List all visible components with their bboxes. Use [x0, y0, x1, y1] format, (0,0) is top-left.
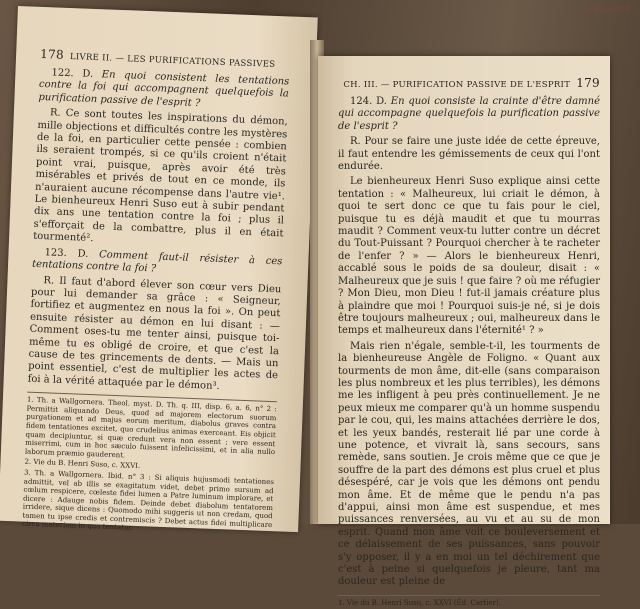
left-footnote-2: 2. Vie du B. Henri Suso, c. XXVI. — [24, 457, 141, 471]
right-page-content — [338, 76, 600, 609]
question-123-number: 123. D. — [44, 246, 89, 260]
right-page — [318, 56, 610, 607]
question-123: Comment faut-il résister à ces tentations contre la foi ? — [31, 248, 283, 275]
left-page-number: 178 — [39, 46, 65, 62]
left-running-title: LIVRE II. — LES PURIFICATIONS PASSIVES — [69, 52, 276, 70]
left-body-text — [27, 67, 289, 396]
answer-124-paragraph-1: R. Pour se faire une juste idée de cette épreuve, il faut entendre les gémissements de ceux qui l'ont endurée. — [338, 136, 600, 173]
answer-122: R. Ce sont toutes les inspirations du démon, mille objections et difficultés contre les mystères de la foi, en particulier cette pensée : combien ils seraient trompés, si ce qu'ils croient n'était point vrai, puisque, après avoir été très misérables et privés de tout en ce monde, ils n'auraient aucune récompense dans l'autre vie¹. Le bienheureux Henri Suso eut à subir pendant dix ans une tentation contre la foi ; plus il s'efforçait de la combattre, plus il en était tourmenté². — [32, 107, 288, 245]
question-122: En quoi consistent les tentations contre la foi qui accompagnent quelquefois la purification passive de l'esprit ? — [38, 69, 290, 109]
left-page — [0, 6, 318, 532]
answer-124-paragraph-2: Le bienheureux Henri Suso explique ainsi cette tentation : « Malheureux, lui criait le démon, à quoi te sert donc ce que tu fais pour le ciel, puisque tu es déjà maudit et que tu mourras maudit ? Comment veux-tu lutter contre un décret du Tout-Puissant ? Pourquoi chercher à te racheter de l'enfer ? » — Alors le bienheureux Henri, accablé sous le poids de sa douleur, disait : « Malheureux que je suis ! que faire ? où me réfugier ? Mon Dieu, mon Dieu ! fut-il jamais créature plus à plaindre que moi ! Pourquoi suis-je né, si je dois être toujours malheureux ; oui, malheureux dans le temps et malheureux dans l'éternité¹ ? » — [338, 176, 600, 337]
question-122-number: 122. D. — [51, 67, 94, 80]
left-footnotes — [22, 392, 277, 538]
left-running-head — [40, 47, 290, 71]
right-footnotes — [338, 595, 600, 608]
question-124: En quoi consiste la crainte d'être damné qui accompagne quelquefois la purification passive de l'esprit ? — [338, 96, 600, 132]
right-running-head — [338, 76, 600, 90]
answer-124-paragraph-3: Mais rien n'égale, semble-t-il, les tourments de la bienheureuse Angèle de Foligno. « Quant aux tourments de mon âme, dit-elle (sans comparaison les plus nombreux et les plus terribles), les démons me les infligent à peu près continuellement. Je ne peux mieux me comparer qu'à un homme suspendu par le cou, qui, les mains attachées derrière le dos, et les yeux bandés, resterait lié par une corde à une potence, et vivrait là, sans secours, sans remède, sans soutien. Je crois même que ce que je souffre de la part des démons est plus cruel et plus désespéré, car je vois que les démons ont pendu mon âme. Et de même que le pendu n'a pas d'appui, ainsi mon âme est suspendue, et mes puissances renversées, au vu et au su de mon esprit. Quand mon âme voit ce bouleversement et ce délaissement de ses puissances, sans pouvoir s'y opposer, il y a en moi un tel déchirement que c'est à peine si quelquefois je pleure, tant ma douleur est pleine de — [338, 340, 600, 588]
left-footnote-1: 1. Th. a Wallgornera. Theol. myst. D. Th. q. III, disp. 6, a. 6, n° 2 : Permittit aliquando Deus, quod ad majorem electorum suorum purgationem et ad majus eorum meritum, diabolus graves contra fidem tentationes excitet, quo crudelius animas exerceant. Eis objicit quam decipiuntur, si quæ credunt vera non essent ; vere essent miserrimi, cum in hoc sæculo fuissent infelicissimi, et in alia nullo laborum præmio gauderent. — [24, 395, 277, 460]
question-124-number: 124. D. — [350, 96, 387, 107]
right-page-number: 179 — [576, 76, 600, 90]
right-body-text — [338, 96, 600, 589]
right-footnote-1: 1. Vie du B. Henri Suso, c. XXVI (Éd. Cartier). — [338, 598, 501, 607]
answer-123: R. Il faut d'abord élever son cœur vers Dieu pour lui demander sa grâce : « Seigneur, fortifiez et augmentez en nous la foi ». On peut ensuite résister au démon en lui disant : — Comment oses-tu me tenter ainsi, puisque toi-même tu es obligé de croire, et que c'est la cause de tes grincements de dents. — Mais un point essentiel, c'est de multiplier les actes de foi à la vérité attaquée par le démon³. — [27, 274, 282, 392]
right-running-title: CH. III. — PURIFICATION PASSIVE DE L'ESPRIT — [343, 80, 571, 90]
watermark: LIBRAIRIE — [584, 6, 632, 16]
left-footnote-3: 3. Th. a Wallgornera. Ibid. n° 3 : Si aliquis hujusmodi tentationes admittit, vel ab illis se exagitatum videt, debet primo sursum ad cœlum respicere, cœleste fidei lumen a Patre luminum implorare, et dicere : Adauge nobis fidem. Deinde debet diabolum tentatorem irridere, sique dicens : Quomodo mihi suggeris ut non credam, quod tamen tu ipse credis et contremiscis ? Debet actus fidei multiplicare circa materiam in qua tentatur. — [21, 468, 275, 533]
left-page-content — [22, 47, 290, 540]
